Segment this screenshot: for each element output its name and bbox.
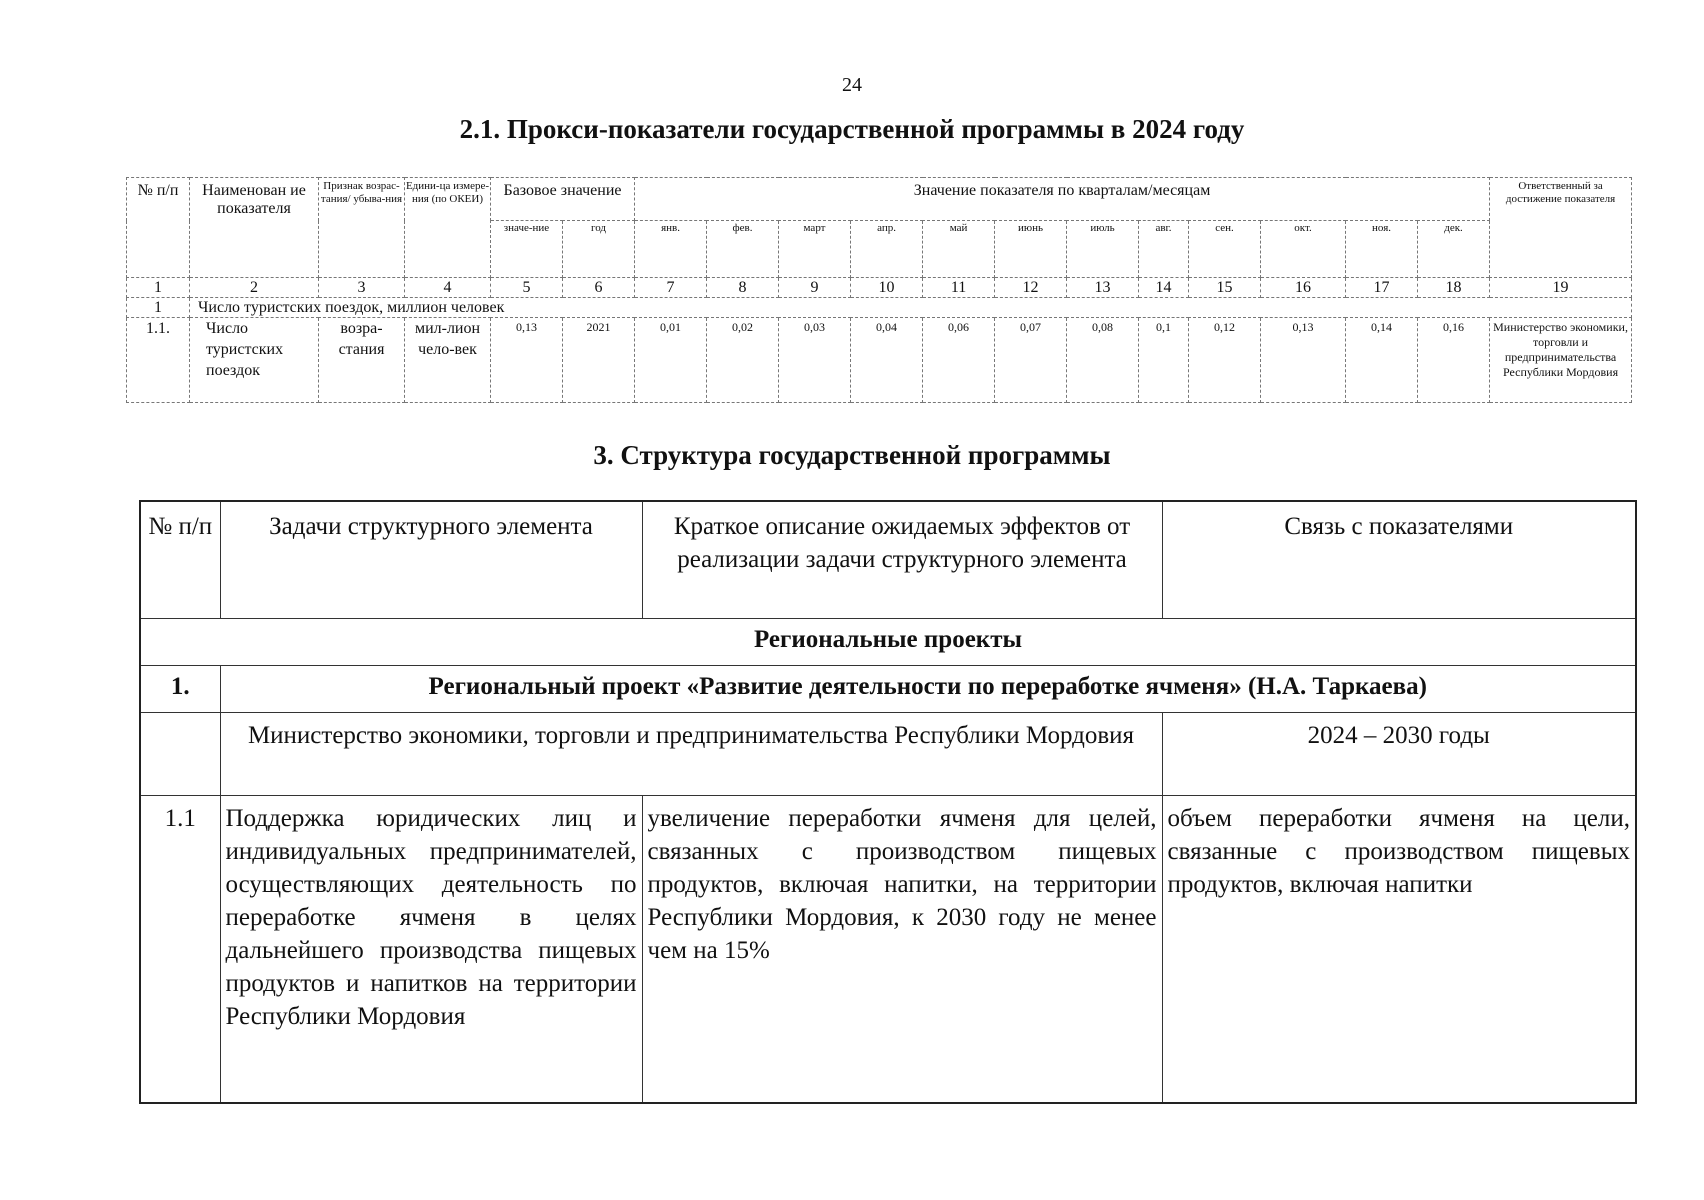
row-unit: мил-лион чело-век	[405, 318, 491, 403]
header-indicator-link: Связь с показателями	[1162, 501, 1636, 619]
column-number: 17	[1346, 278, 1418, 298]
section-3-title: 3. Структура государственной программы	[593, 440, 1111, 470]
row-base-year: 2021	[563, 318, 635, 403]
task-num: 1.1	[140, 796, 220, 1104]
column-number: 12	[995, 278, 1067, 298]
row-num: 1.1.	[127, 318, 190, 403]
header-base-year: год	[563, 221, 635, 278]
month-label: дек.	[1418, 221, 1490, 278]
row-month-value: 0,06	[923, 318, 995, 403]
month-label: март	[779, 221, 851, 278]
task-text: Поддержка юридических лиц и индивидуальных предпринимателей, осуществляющих деятельность по переработке ячменя в целях дальнейшего производства пищевых продуктов и напитков на территории Республики Мордовия	[220, 796, 642, 1104]
month-label: окт.	[1261, 221, 1346, 278]
month-label: май	[923, 221, 995, 278]
header-responsible: Ответственный за достижение показателя	[1490, 178, 1632, 278]
row-month-value: 0,02	[707, 318, 779, 403]
month-label: июнь	[995, 221, 1067, 278]
project-responsible: Министерство экономики, торговли и предпринимательства Республики Мордовия	[220, 713, 1162, 796]
task-effect: увеличение переработки ячменя для целей, связанных с производством пищевых продуктов, включая напитки, на территории Республики Мордовия, к 2030 году не менее чем на 15%	[642, 796, 1162, 1104]
column-number: 14	[1139, 278, 1189, 298]
column-number: 8	[707, 278, 779, 298]
table-row	[127, 318, 1632, 403]
column-number: 15	[1189, 278, 1261, 298]
task-indicator-link: объем переработки ячменя на цели, связанные с производством пищевых продуктов, включая напитки	[1162, 796, 1636, 1104]
section-2-1-title: 2.1. Прокси-показатели государственной программы в 2024 году	[459, 114, 1245, 144]
row-month-value: 0,14	[1346, 318, 1418, 403]
month-label: фев.	[707, 221, 779, 278]
column-number: 9	[779, 278, 851, 298]
row-sign: возра-стания	[319, 318, 405, 403]
row-month-value: 0,16	[1418, 318, 1490, 403]
row-month-value: 0,08	[1067, 318, 1139, 403]
project-meta-row	[140, 713, 1636, 796]
header-effects: Краткое описание ожидаемых эффектов от реализации задачи структурного элемента	[642, 501, 1162, 619]
header-num: № п/п	[127, 178, 190, 278]
column-number: 10	[851, 278, 923, 298]
month-label: авг.	[1139, 221, 1189, 278]
column-number: 18	[1418, 278, 1490, 298]
header-values-by-period: Значение показателя по кварталам/месяцам	[635, 178, 1490, 221]
project-period: 2024 – 2030 годы	[1162, 713, 1636, 796]
indicator-group-label: Число туристских поездок, миллион человек	[190, 298, 1632, 318]
row-month-value: 0,01	[635, 318, 707, 403]
proxy-header-row	[127, 178, 1632, 221]
project-num: 1.	[140, 666, 220, 713]
column-number: 3	[319, 278, 405, 298]
column-number: 1	[127, 278, 190, 298]
proxy-indicators-table	[126, 177, 1632, 403]
column-number: 13	[1067, 278, 1139, 298]
month-label: апр.	[851, 221, 923, 278]
month-label: янв.	[635, 221, 707, 278]
empty-cell	[140, 713, 220, 796]
project-title: Региональный проект «Развитие деятельности по переработке ячменя» (Н.А. Таркаева)	[220, 666, 1636, 713]
column-number: 6	[563, 278, 635, 298]
column-number: 2	[190, 278, 319, 298]
indicator-group-num: 1	[127, 298, 190, 318]
column-number: 5	[491, 278, 563, 298]
column-number: 16	[1261, 278, 1346, 298]
row-month-value: 0,13	[1261, 318, 1346, 403]
row-month-value: 0,04	[851, 318, 923, 403]
column-number: 4	[405, 278, 491, 298]
row-month-value: 0,1	[1139, 318, 1189, 403]
header-unit: Едини-ца измере-ния (по ОКЕИ)	[405, 178, 491, 278]
row-base-value: 0,13	[491, 318, 563, 403]
header-tasks: Задачи структурного элемента	[220, 501, 642, 619]
indicator-group-row	[127, 298, 1632, 318]
row-indicator-name: Число туристских поездок	[190, 318, 319, 403]
column-number: 7	[635, 278, 707, 298]
column-number: 19	[1490, 278, 1632, 298]
row-responsible: Министерство экономики, торговли и предпринимательства Республики Мордовия	[1490, 318, 1632, 403]
row-month-value: 0,12	[1189, 318, 1261, 403]
regional-projects-row	[140, 619, 1636, 666]
header-base-value: значе-ние	[491, 221, 563, 278]
project-row	[140, 666, 1636, 713]
task-row	[140, 796, 1636, 1104]
column-numbers-row	[127, 278, 1632, 298]
header-num: № п/п	[140, 501, 220, 619]
regional-projects-label: Региональные проекты	[140, 619, 1636, 666]
header-sign: Признак возрас-тания/ убыва-ния	[319, 178, 405, 278]
program-structure-table	[139, 500, 1637, 1104]
month-label: ноя.	[1346, 221, 1418, 278]
row-month-value: 0,07	[995, 318, 1067, 403]
month-label: сен.	[1189, 221, 1261, 278]
header-indicator-name: Наименован ие показателя	[190, 178, 319, 278]
month-label: июль	[1067, 221, 1139, 278]
header-base: Базовое значение	[491, 178, 635, 221]
page-number: 24	[842, 74, 862, 96]
structure-header-row	[140, 501, 1636, 619]
row-month-value: 0,03	[779, 318, 851, 403]
column-number: 11	[923, 278, 995, 298]
